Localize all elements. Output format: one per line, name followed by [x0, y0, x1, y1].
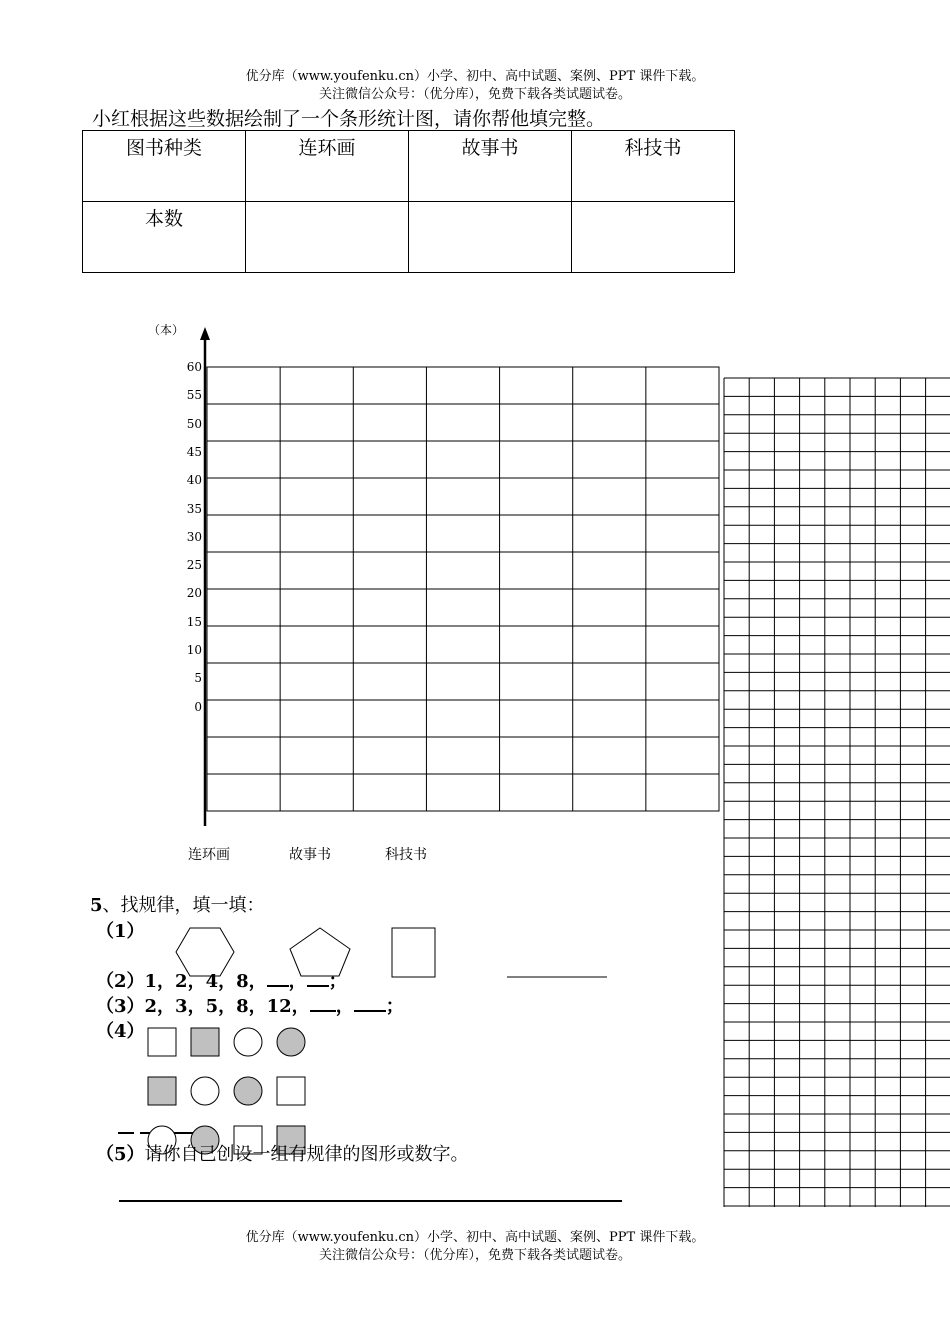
square-gray: [191, 1028, 219, 1056]
y-tick-label: 60: [186, 360, 202, 374]
y-tick-label: 10: [186, 643, 202, 657]
q1-label: （1）: [96, 921, 145, 942]
y-axis-unit-label: （本）: [148, 323, 185, 337]
circle-white: [234, 1028, 262, 1056]
square-shape: [392, 928, 435, 977]
x-category-storybooks: 故事书: [289, 847, 331, 863]
x-category-comics: 连环画: [188, 847, 230, 863]
circle-gray: [234, 1077, 262, 1105]
page-header-line2: 关注微信公众号：（优分库），免费下载各类试题试卷。: [318, 87, 631, 102]
table-header-science: 科技书: [572, 131, 735, 202]
table-header-category: 图书种类: [83, 131, 246, 202]
side-grid-paper: [724, 378, 950, 1207]
square-white: [148, 1028, 176, 1056]
chart-grid: [207, 367, 719, 811]
square-gray: [148, 1077, 176, 1105]
q2-blank-1[interactable]: [267, 971, 289, 987]
page-header-line1: 优分库（www.youfenku.cn）小学、初中、高中试题、案例、PPT 课件下载。: [245, 69, 705, 84]
y-tick-label: 0: [194, 699, 202, 714]
intro-text: 小红根据这些数据绘制了一个条形统计图，请你帮他填完整。: [92, 108, 606, 130]
q3-blank-1[interactable]: [310, 996, 336, 1012]
y-tick-label: 5: [194, 671, 202, 686]
y-tick-label: 40: [186, 473, 202, 488]
y-tick-label: 45: [186, 444, 202, 459]
y-tick-label: 15: [186, 614, 202, 629]
q5-line: （5）请你自己创设一组有规律的图形或数字。: [96, 1144, 469, 1165]
x-category-science: 科技书: [385, 847, 427, 863]
circle-white: [191, 1077, 219, 1105]
page-footer-line1: 优分库（www.youfenku.cn）小学、初中、高中试题、案例、PPT 课件下载。: [245, 1230, 705, 1245]
y-tick-label: 50: [186, 416, 202, 431]
y-tick-label: 25: [186, 558, 202, 573]
q3-line: （3）2，3，5，8，12， ， ；: [96, 996, 404, 1017]
q3-blank-2[interactable]: [354, 996, 386, 1012]
circle-gray: [277, 1028, 305, 1056]
y-axis-arrow-icon: [200, 327, 210, 340]
y-tick-label: 30: [186, 529, 202, 544]
table-header-comics: 连环画: [246, 131, 409, 202]
page-footer-line2: 关注微信公众号：（优分库），免费下载各类试题试卷。: [318, 1248, 631, 1263]
table-label-count: 本数: [83, 202, 246, 273]
table-header-storybooks: 故事书: [409, 131, 572, 202]
square-white: [277, 1077, 305, 1105]
y-tick-label: 55: [186, 388, 202, 403]
section5-title: 5、找规律，填一填：: [90, 895, 265, 916]
q4-label: （4）: [96, 1021, 145, 1042]
q2-line: （2）1，2，4，8， ， ；: [96, 971, 347, 992]
q2-blank-2[interactable]: [307, 971, 329, 987]
y-tick-label: 20: [186, 586, 202, 601]
y-tick-label: 35: [186, 501, 202, 516]
